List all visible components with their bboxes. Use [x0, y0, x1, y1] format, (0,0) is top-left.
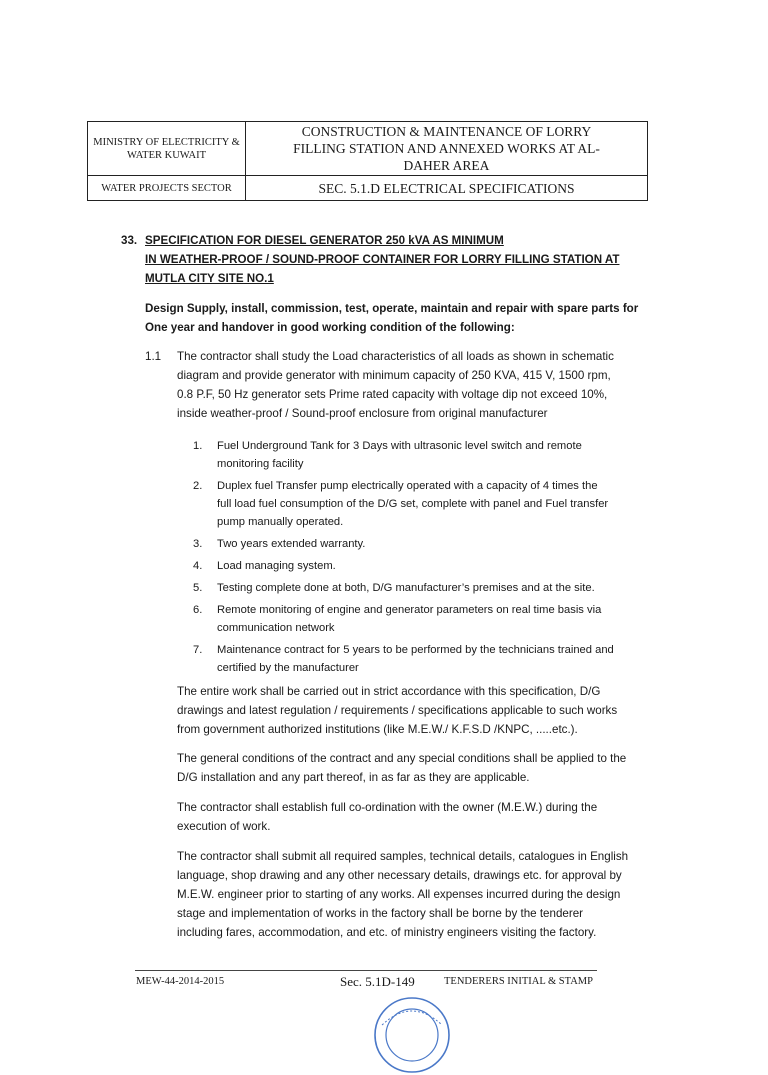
- footer-doc-ref: MEW-44-2014-2015: [136, 976, 225, 987]
- list-item: [193, 601, 658, 637]
- list-item-number: 3.: [193, 538, 203, 550]
- list-item: [193, 477, 658, 531]
- list-item-number: 2.: [193, 480, 203, 492]
- list-item-number: 4.: [193, 560, 203, 572]
- list-item-text: Maintenance contract for 5 years to be performed by the technicians trained and certified by the manufacturer: [217, 644, 614, 674]
- requirements-list: [193, 437, 658, 681]
- ministry-cell: MINISTRY OF ELECTRICITY & WATER KUWAIT: [93, 136, 240, 161]
- paragraph-submittals: The contractor shall submit all required samples, technical details, catalogues in English language, shop drawing and any other necessary details, drawings etc. for approval by M.E.W. engineer prior to starting of any works. All expenses incurred during the design stage and implementation of works in the factory shall be borne by the tenderer including fares, accommodation, and etc. of ministry engineers visiting the factory.: [177, 850, 629, 939]
- header-row-bottom: [88, 176, 647, 201]
- paragraph-general-conditions: The general conditions of the contract and any special conditions shall be applied to the D/G installation and any part thereof, in as far as they are applicable.: [177, 752, 627, 784]
- list-item-number: 5.: [193, 582, 203, 594]
- project-title-cell: CONSTRUCTION & MAINTENANCE OF LORRY FILLING STATION AND ANNEXED WORKS AT AL-DAHER AREA: [293, 124, 600, 173]
- paragraph-coordination: The contractor shall establish full co-ordination with the owner (M.E.W.) during the execution of work.: [177, 801, 598, 833]
- list-item-number: 7.: [193, 644, 203, 656]
- header-table: [87, 121, 648, 201]
- list-item: [193, 437, 658, 473]
- stamp-seal-icon: [372, 995, 452, 1075]
- sector-cell: WATER PROJECTS SECTOR: [101, 183, 232, 194]
- header-divider: [245, 122, 246, 200]
- list-item: [193, 535, 658, 553]
- list-item: [193, 641, 658, 677]
- paragraph-compliance: The entire work shall be carried out in strict accordance with this specification, D/G drawings and latest regulation / requirements / specifications applicable to such works from government authorized institutions (like M.E.W./ K.F.S.D /KNPC, .....etc.).: [177, 685, 618, 736]
- list-item-text: Two years extended warranty.: [217, 538, 366, 550]
- footer-rule: [135, 970, 597, 971]
- list-item-text: Remote monitoring of engine and generator parameters on real time basis via communication network: [217, 604, 602, 634]
- spec-number: 33.: [121, 234, 138, 247]
- footer-initials: TENDERERS INITIAL & STAMP: [444, 976, 593, 987]
- list-item: [193, 579, 658, 597]
- clause-text: The contractor shall study the Load characteristics of all loads as shown in schematic diagram and provide generator with minimum capacity of 250 KVA, 415 V, 1500 rpm, 0.8 P.F, 50 Hz generator sets Prime rated capacity with voltage dip not exceed 10%, inside weather-proof / Sound-proof enclosure from original manufacturer: [177, 350, 614, 420]
- list-item-number: 6.: [193, 604, 203, 616]
- spec-title: SPECIFICATION FOR DIESEL GENERATOR 250 kVA AS MINIMUM IN WEATHER-PROOF / SOUND-PROOF CONTAINER FOR LORRY FILLING STATION AT MUTLA CITY SITE NO.1: [145, 234, 620, 285]
- list-item-text: Fuel Underground Tank for 3 Days with ultrasonic level switch and remote monitoring facility: [217, 440, 582, 470]
- clause-number: 1.1: [145, 350, 162, 363]
- list-item-text: Duplex fuel Transfer pump electrically operated with a capacity of 4 times the full load fuel consumption of the D/G set, complete with panel and Fuel transfer pump manually operated.: [217, 480, 609, 528]
- header-row-top: [88, 122, 647, 176]
- footer-page-ref: Sec. 5.1D-149: [340, 974, 415, 989]
- spec-intro: Design Supply, install, commission, test, operate, maintain and repair with spare parts for One year and handover in good working condition of the following:: [145, 302, 639, 334]
- list-item-number: 1.: [193, 440, 203, 452]
- list-item-text: Testing complete done at both, D/G manufacturer’s premises and at the site.: [217, 582, 595, 594]
- list-item: [193, 557, 658, 575]
- section-cell: SEC. 5.1.D ELECTRICAL SPECIFICATIONS: [318, 181, 575, 196]
- list-item-text: Load managing system.: [217, 560, 336, 572]
